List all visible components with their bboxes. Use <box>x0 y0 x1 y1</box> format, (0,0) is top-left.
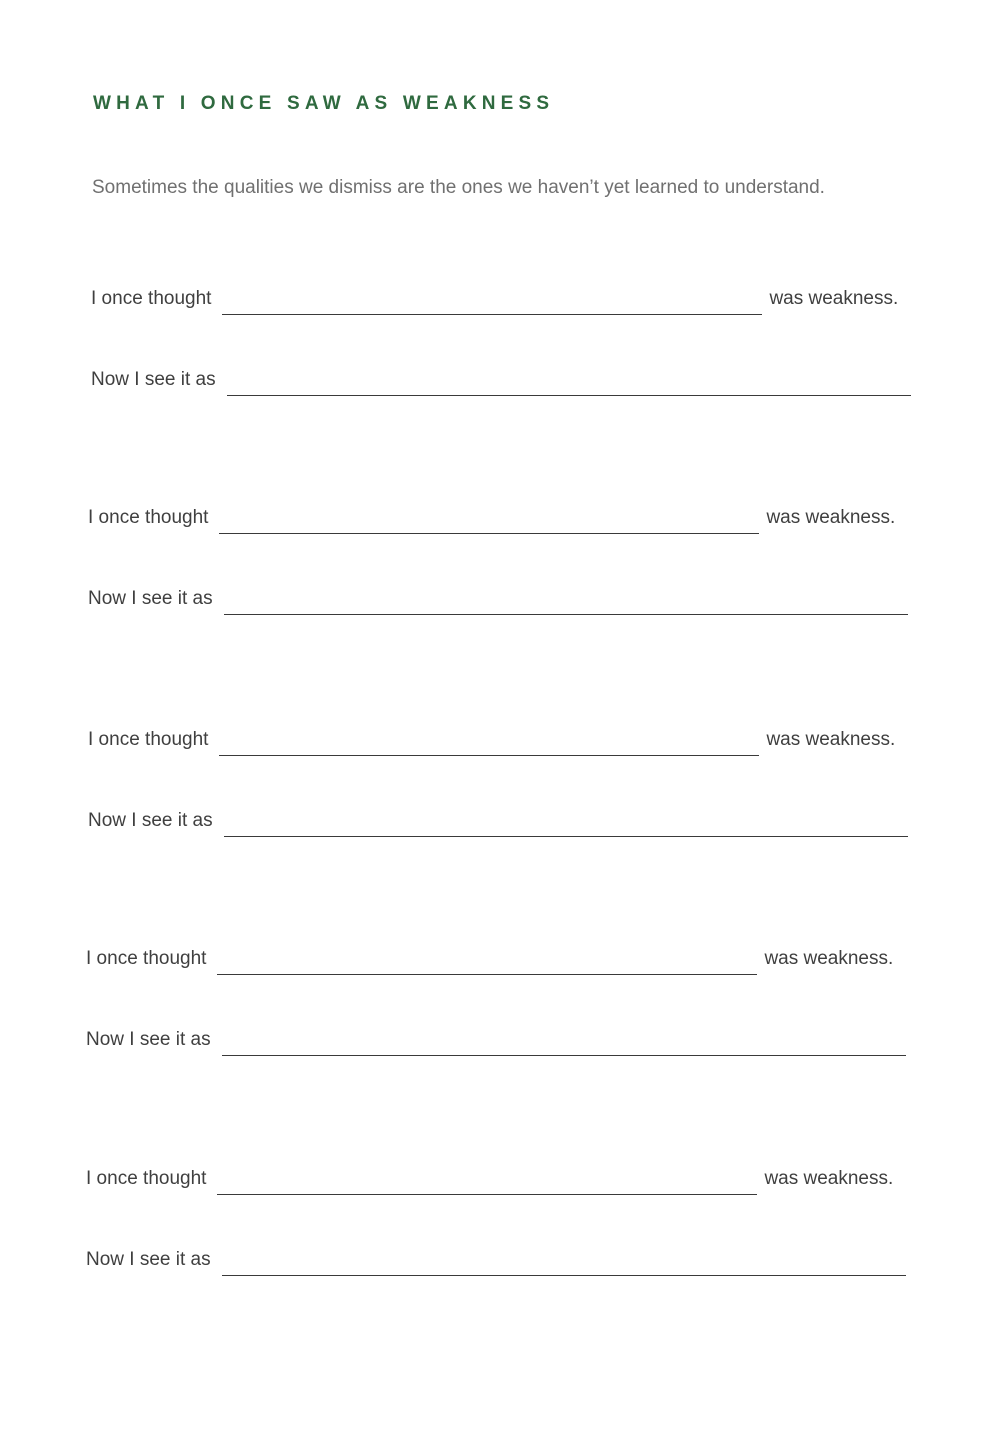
once-thought-label: I once thought <box>86 1168 207 1189</box>
once-thought-label: I once thought <box>86 948 207 969</box>
now-see-row <box>88 586 908 612</box>
now-see-row <box>86 1027 906 1053</box>
once-thought-row <box>86 946 911 972</box>
now-see-row <box>88 808 908 834</box>
was-weakness-label: was weakness. <box>764 948 894 969</box>
was-weakness-label: was weakness. <box>769 288 899 309</box>
once-thought-label: I once thought <box>88 729 209 750</box>
page-title: WHAT I ONCE SAW AS WEAKNESS <box>93 93 555 114</box>
page-subtitle: Sometimes the qualities we dismiss are the ones we haven’t yet learned to understand. <box>92 177 825 198</box>
once-thought-input[interactable] <box>219 733 759 756</box>
once-thought-input[interactable] <box>219 511 759 534</box>
once-thought-row <box>86 1166 911 1192</box>
now-see-row <box>86 1247 906 1273</box>
now-see-label: Now I see it as <box>86 1029 211 1050</box>
now-see-input[interactable] <box>222 1033 906 1056</box>
now-see-label: Now I see it as <box>91 369 216 390</box>
once-thought-row <box>91 286 916 312</box>
now-see-row <box>91 367 911 393</box>
now-see-input[interactable] <box>227 373 911 396</box>
once-thought-input[interactable] <box>222 292 762 315</box>
now-see-input[interactable] <box>224 814 908 837</box>
once-thought-input[interactable] <box>217 952 757 975</box>
was-weakness-label: was weakness. <box>766 729 896 750</box>
now-see-input[interactable] <box>224 592 908 615</box>
was-weakness-label: was weakness. <box>764 1168 894 1189</box>
once-thought-row <box>88 505 913 531</box>
now-see-label: Now I see it as <box>86 1249 211 1270</box>
now-see-input[interactable] <box>222 1253 906 1276</box>
now-see-label: Now I see it as <box>88 588 213 609</box>
was-weakness-label: was weakness. <box>766 507 896 528</box>
once-thought-input[interactable] <box>217 1172 757 1195</box>
once-thought-label: I once thought <box>91 288 212 309</box>
once-thought-row <box>88 727 913 753</box>
once-thought-label: I once thought <box>88 507 209 528</box>
now-see-label: Now I see it as <box>88 810 213 831</box>
